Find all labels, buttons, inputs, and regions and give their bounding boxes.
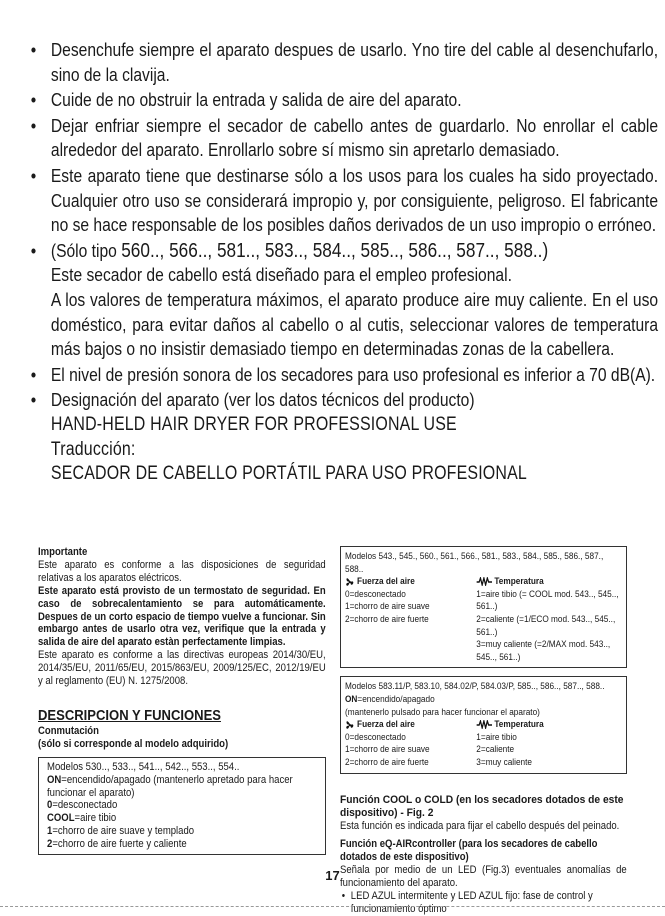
fan-icon — [345, 577, 354, 587]
bullet-unplug — [24, 38, 658, 87]
box-on-row — [47, 774, 317, 800]
box2-models: Modelos 583.11/P, 583.10, 584.02/P, 584.03/P, 585.., 586.., 587.., 588.. — [345, 681, 605, 693]
designation-english: HAND-HELD HAIR DRYER FOR PROFESSIONAL USE — [50, 413, 457, 435]
models-list: 560.., 566.., 581.., 583.., 584.., 585.., 586.., 587.., 588..) — [121, 238, 549, 262]
important-text: Este aparato es conforme a las disposiciones de seguridad relativas a los aparatos eléctricos. — [38, 558, 326, 584]
section-title: DESCRIPCION Y FUNCIONES — [38, 707, 221, 724]
bullet-noise-level — [24, 363, 658, 388]
models-box-2 — [340, 676, 627, 773]
bullet-text: Este aparato tiene que destinarse sólo a los usos para los cuales ha sido proyectado. Cualquier otro uso se considerará impropio y, por consiguiente, peligroso. El fabricante no se hace responsable de los posibles daños derivados de un uso impropio o erróneo. — [50, 164, 659, 236]
temp-row: 1=aire tibio — [476, 731, 517, 743]
heat-icon — [476, 720, 491, 729]
on-key: ON — [47, 773, 62, 786]
two-text: =chorro de aire fuerte y caliente — [52, 838, 187, 851]
translation-label: Traducción: — [50, 438, 136, 460]
temp-label: Temperatura — [494, 576, 544, 588]
bullet-dot: • — [30, 363, 37, 385]
box2-grid — [345, 719, 621, 769]
one-key: 1 — [47, 825, 53, 838]
bullet-dot: • — [30, 389, 37, 411]
right-column — [340, 546, 627, 916]
box-two-row — [47, 838, 317, 851]
thermostat-text: Este aparato está provisto de un termostato de seguridad. En caso de sobrecalentamiento se para automáticamente. Despues de un corto espacio de tiempo vuelve a funcionar. Sin embargo antes de usarlo otra vez, verifique que la entrada y salida de aire del aparato estàn perfectamente limpias. — [38, 584, 326, 649]
bullet-text: Designación del aparato (ver los datos técnicos del producto) — [50, 389, 475, 411]
one-text: =chorro de aire suave y templado — [52, 825, 195, 838]
heat-icon — [476, 577, 491, 586]
left-column — [38, 546, 326, 855]
bullet-air-inlet — [24, 88, 658, 113]
temp-row: 2=caliente — [476, 744, 515, 756]
fan-row: 2=chorro de aire fuerte — [345, 613, 429, 625]
fan-label: Fuerza del aire — [357, 576, 415, 588]
bullet-intended-use — [24, 164, 658, 238]
bullet-dot: • — [30, 239, 37, 261]
on-key: ON — [345, 693, 358, 705]
bullet-dot: • — [341, 890, 346, 903]
box-cool-row — [47, 812, 317, 825]
fan-row: 0=desconectado — [345, 731, 406, 743]
cool-function-text: Esta función es indicada para fijar el cabello después del peinado. — [340, 819, 620, 832]
temp-row: 3=muy caliente — [476, 756, 533, 768]
bullet-dot: • — [30, 164, 37, 186]
bullet-dot: • — [30, 114, 37, 136]
bullet-dot: • — [30, 89, 37, 111]
eq-function-text: Señala por medio de un LED (Fig.3) eventuales anomalías de funcionamiento del aparato. — [340, 864, 627, 890]
switch-note: (sólo si corresponde al modelo adquirido) — [38, 737, 229, 750]
temperature-warning: A los valores de temperatura máximos, el aparato produce aire muy caliente. En el uso doméstico, para evitar daños al cabello o al cutis, seleccionar valores de temperatura más bajos o no insistir demasiado tiempo en determinadas zonas de la cabellera. — [50, 288, 659, 360]
important-title: Importante — [38, 546, 88, 558]
bullet-text: Cuide de no obstruir la entrada y salida de aire del aparato. — [50, 89, 462, 111]
bullet-professional-models — [24, 239, 658, 362]
temp-row: 1=aire tibio (= COOL mod. 543.., 545.., 561..) — [476, 588, 619, 613]
two-key: 2 — [47, 838, 53, 851]
cool-text: =aire tibio — [74, 812, 117, 825]
bottom-divider — [0, 906, 665, 909]
eq-led-text: LED AZUL intermitente y LED AZUL fijo: fase de control y funcionamiento óptimo — [350, 890, 593, 915]
safety-bullets — [24, 38, 659, 488]
box2-on-row — [345, 694, 621, 707]
on-text: =encendido/apagado (mantenerlo apretado para hacer funcionar el aparato) — [47, 773, 293, 799]
bullet-text: Desenchufe siempre el aparato despues de usarlo. Yno tire del cable al desenchufarlo, sino de la clavija. — [50, 39, 659, 85]
models-prefix: (Sólo tipo — [50, 239, 117, 261]
fan-row: 1=chorro de aire suave — [345, 744, 430, 756]
models-box-1 — [340, 546, 627, 668]
box1-models: Modelos 543., 545., 560., 561., 566., 581., 583., 584., 585., 586., 587., 588.. — [345, 551, 604, 575]
fan-header — [345, 576, 471, 589]
temp-header — [476, 576, 621, 589]
switch-title: Conmutación — [38, 724, 99, 737]
bullet-text — [51, 239, 658, 264]
page-number: 17 — [325, 868, 340, 883]
directives-text: Este aparato es conforme a las directivas europeas 2014/30/EU, 2014/35/EU, 2011/65/EU, 2015/863/EU, 2009/125/EC, 2012/19/EU y al reglamento (EU) N. 1275/2008. — [38, 649, 326, 688]
temp-header — [476, 719, 621, 732]
professional-line: Este secador de cabello está diseñado para el empleo profesional. — [50, 264, 512, 286]
temp-label: Temperatura — [494, 719, 544, 731]
box-zero-row — [47, 799, 317, 812]
bullet-designation — [24, 388, 658, 486]
bullet-text: El nivel de presión sonora de los secadores para uso profesional es inferior a 70 dB(A). — [50, 363, 656, 385]
fan-icon — [345, 720, 354, 730]
bullet-text: Dejar enfriar siempre el secador de cabello antes de guardarlo. No enrollar el cable alrededor del aparato. Enrollarlo sobre sí mismo sin apretarlo demasiado. — [50, 114, 659, 161]
fan-header — [345, 719, 471, 732]
fan-label: Fuerza del aire — [357, 719, 415, 731]
temp-row: 3=muy caliente (=2/MAX mod. 543.., 545.., 561..) — [476, 639, 611, 663]
bullet-cool-down — [24, 114, 658, 163]
fan-row: 1=chorro de aire suave — [345, 601, 430, 613]
temp-row: 2=caliente (=1/ECO mod. 543.., 545.., 561..) — [476, 613, 616, 638]
fan-row: 0=desconectado — [345, 588, 406, 600]
on-text: =encendido/apagado — [357, 693, 435, 705]
switch-box — [38, 757, 326, 855]
designation-spanish: SECADOR DE CABELLO PORTÁTIL PARA USO PROFESIONAL — [50, 463, 527, 485]
box2-note: (mantenerlo pulsado para hacer funcionar el aparato) — [345, 706, 540, 718]
box1-grid — [345, 576, 621, 664]
box-models: Modelos 530.., 533.., 541.., 542.., 553.., 554.. — [47, 760, 240, 773]
cool-key: COOL — [47, 812, 75, 825]
eq-function-title: Función eQ-AIRcontroller (para los secadores de cabello dotados de este dispositivo) — [340, 838, 598, 864]
zero-key: 0 — [47, 799, 53, 812]
cool-function-title: Función COOL o COLD (en los secadores dotados de este dispositivo) - Fig. 2 — [340, 793, 624, 819]
bullet-dot: • — [30, 39, 37, 60]
fan-row: 2=chorro de aire fuerte — [345, 756, 429, 768]
zero-text: =desconectado — [52, 799, 118, 812]
box-one-row — [47, 825, 317, 838]
